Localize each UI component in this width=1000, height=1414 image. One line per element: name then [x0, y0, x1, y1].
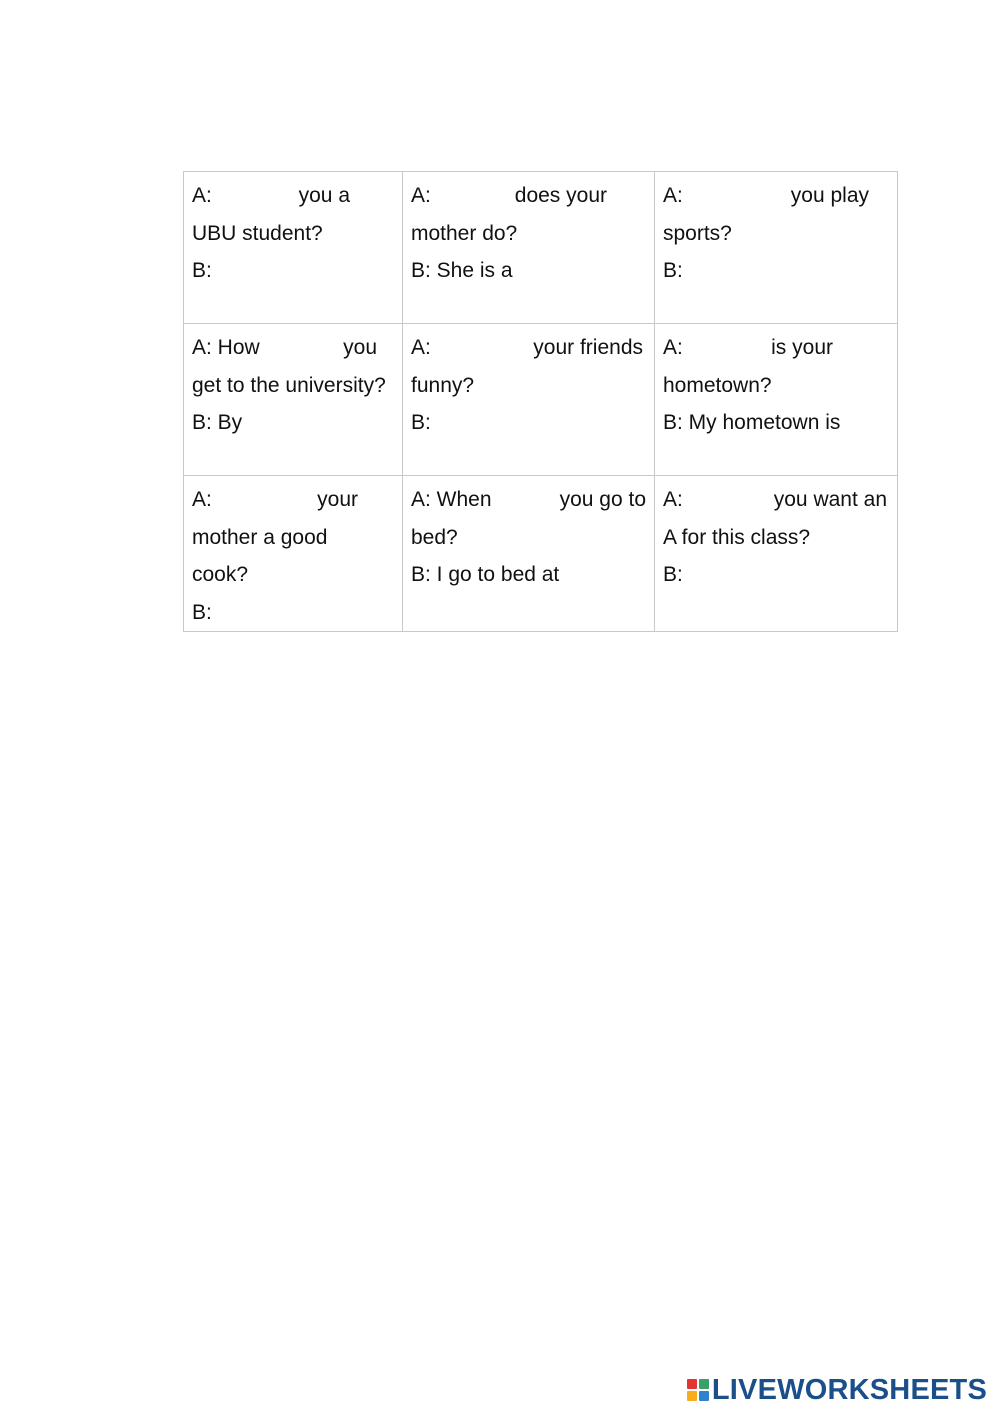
- logo-square-green: [699, 1379, 709, 1389]
- dialogue-cell-want-an-a: [655, 476, 898, 632]
- question-continuation: get to the university?: [192, 373, 386, 397]
- dialogue-cell-ubu-student: [184, 172, 403, 324]
- dialogue-cell-friends-funny: [403, 324, 655, 476]
- question-line: A: How you: [192, 336, 377, 359]
- question-continuation: sports?: [663, 221, 732, 245]
- question-line: A: you want an: [663, 488, 887, 511]
- answer-line: B:: [192, 600, 212, 624]
- question-line: A: When you go to: [411, 488, 646, 511]
- table-row: [184, 172, 898, 324]
- liveworksheets-logo: [687, 1374, 987, 1406]
- question-continuation: bed?: [411, 525, 458, 549]
- answer-line: B: By: [192, 411, 243, 434]
- dialogue-cell-get-to-university: [184, 324, 403, 476]
- answer-line: B:: [663, 563, 683, 586]
- question-continuation: hometown?: [663, 373, 772, 397]
- logo-square-blue: [699, 1391, 709, 1401]
- question-continuation: mother a good: [192, 525, 328, 549]
- brand-wordmark: LIVEWORKSHEETS: [711, 1373, 987, 1406]
- logo-grid-icon: [687, 1379, 709, 1401]
- question-continuation: funny?: [411, 373, 475, 397]
- question-line: A: is your: [663, 336, 833, 359]
- question-line: A: your friends: [411, 336, 643, 359]
- dialogue-cell-hometown: [655, 324, 898, 476]
- question-line: A: does your: [411, 184, 607, 207]
- dialogue-cell-good-cook: [184, 476, 403, 632]
- dialogue-cell-play-sports: [655, 172, 898, 324]
- question-line: A: you play: [663, 184, 869, 207]
- question-continuation: mother do?: [411, 221, 518, 245]
- question-continuation: UBU student?: [192, 221, 323, 245]
- answer-line: B:: [411, 411, 431, 434]
- question-continuation: cook?: [192, 563, 249, 586]
- dialogue-cell-mother-job: [403, 172, 655, 324]
- answer-line: B:: [192, 259, 212, 282]
- dialogue-cell-go-to-bed: [403, 476, 655, 632]
- logo-square-red: [687, 1379, 697, 1389]
- answer-line: B:: [663, 259, 683, 282]
- dialogue-table: [183, 171, 898, 632]
- answer-line: B: She is a: [411, 259, 513, 282]
- logo-square-yellow: [687, 1391, 697, 1401]
- table-row: [184, 324, 898, 476]
- answer-line: B: My hometown is: [663, 411, 841, 434]
- answer-line: B: I go to bed at: [411, 563, 560, 586]
- question-line: A: you a: [192, 184, 350, 207]
- question-line: A: your: [192, 488, 358, 511]
- table-row: [184, 476, 898, 632]
- question-continuation: A for this class?: [663, 525, 811, 549]
